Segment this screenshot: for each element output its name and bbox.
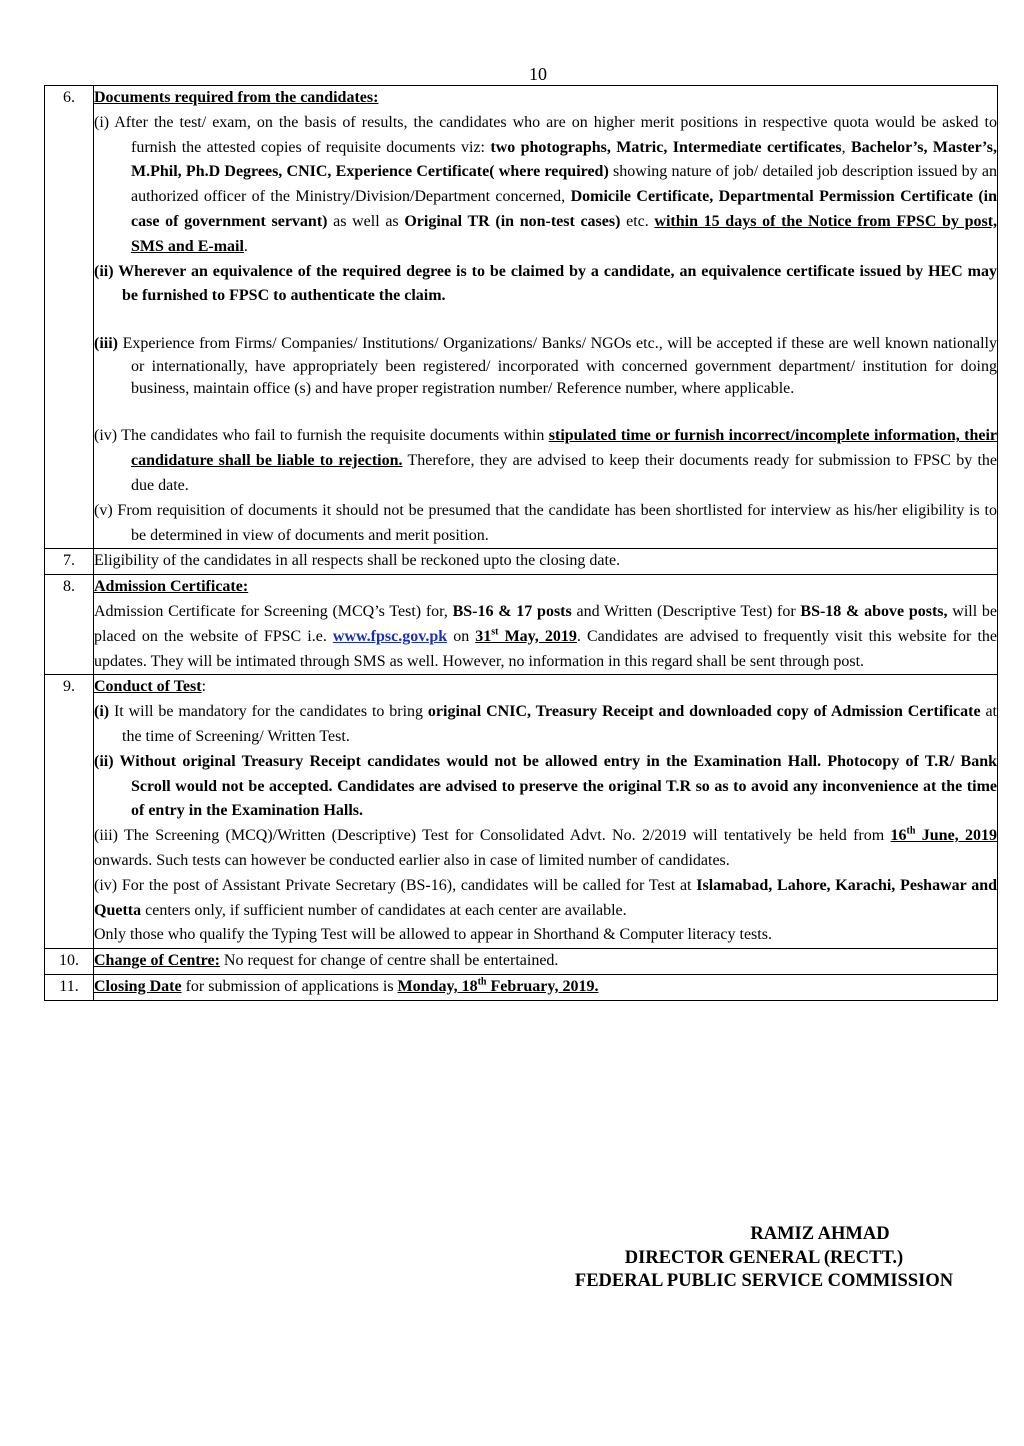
- row-body: [94, 675, 998, 949]
- signature-block: [540, 1223, 988, 1294]
- list-item: (iii) Experience from Firms/ Companies/ Institutions/ Organizations/ Banks/ NGOs etc., will be accepted if these are well known nationally or internationally, have appropriately been registered/ incorporated with concerned government department/ institution for doing business, maintain office (s) and have proper registration number/ Reference number, where applicable.: [94, 335, 997, 397]
- signatory-title: DIRECTOR GENERAL (RECTT.): [624, 1247, 904, 1268]
- row-number: 6.: [45, 86, 94, 549]
- row-body: Eligibility of the candidates in all respects shall be reckoned upto the closing date.: [94, 549, 998, 575]
- row-body: Change of Centre: No request for change of centre shall be entertained.: [94, 949, 998, 975]
- list-item: (iii) The Screening (MCQ)/Written (Descriptive) Test for Consolidated Advt. No. 2/2019 will tentatively be held from 16th June, 2019 onwards. Such tests can however be conducted earlier also in case of limited number of candidates.: [94, 825, 997, 869]
- row-body: Closing Date for submission of applications is Monday, 18th February, 2019.: [94, 974, 998, 1000]
- list-item: (v) From requisition of documents it should not be presumed that the candidate has been shortlisted for interview as his/her eligibility is to be determined in view of documents and merit position.: [94, 501, 997, 544]
- page-number: 10: [529, 64, 547, 84]
- table-row: [45, 974, 998, 1000]
- table-row: [45, 549, 998, 575]
- closing-date: Monday, 18th February, 2019.: [397, 976, 599, 995]
- list-item: (iv) The candidates who fail to furnish the requisite documents within stipulated time or furnish incorrect/incomplete information, their candidature shall be liable to rejection. Therefore, they are advised to keep their documents ready for submission to FPSC by the due date.: [94, 427, 998, 494]
- list-item: (ii) Wherever an equivalence of the required degree is to be claimed by a candidate, an equivalence certificate issued by HEC may be furnished to FPSC to authenticate the claim.: [94, 262, 997, 305]
- signatory-name: RAMIZ AHMAD: [750, 1224, 890, 1244]
- table-row: [45, 949, 998, 975]
- row-number: 11.: [45, 974, 94, 1000]
- signatory-organization: FEDERAL PUBLIC SERVICE COMMISSION: [574, 1271, 954, 1291]
- section-heading: Closing Date: [94, 977, 182, 995]
- table-row: [45, 575, 998, 675]
- section-heading: Documents required from the candidates:: [94, 89, 379, 106]
- section-heading: Admission Certificate:: [94, 578, 249, 596]
- instructions-table: [44, 85, 998, 1001]
- row-number: 9.: [45, 675, 94, 949]
- row-body: [94, 575, 998, 675]
- list-item: (i) It will be mandatory for the candidates to bring original CNIC, Treasury Receipt and downloaded copy of Admission Certificate at the time of Screening/ Written Test.: [94, 703, 998, 745]
- table-row: [45, 86, 998, 549]
- section-heading: Change of Centre:: [94, 952, 220, 970]
- list-item: (iv) For the post of Assistant Private Secretary (BS-16), candidates will be called for Test at Islamabad, Lahore, Karachi, Peshawar and Quetta centers only, if sufficient number of candidates at each center are available.: [94, 876, 997, 919]
- section-heading: Conduct of Test:: [94, 678, 207, 696]
- table-row: [45, 675, 998, 949]
- paragraph: Only those who qualify the Typing Test will be allowed to appear in Shorthand & Computer literacy tests.: [94, 926, 772, 944]
- list-item: (ii) Without original Treasury Receipt candidates would not be allowed entry in the Examination Hall. Photocopy of T.R/ Bank Scroll would not be accepted. Candidates are advised to preserve the original T.R so as to avoid any inconvenience at the time of entry in the Examination Halls.: [94, 752, 997, 820]
- row-number: 10.: [45, 949, 94, 975]
- list-item: (i) After the test/ exam, on the basis of results, the candidates who are on higher merit positions in respective quota would be asked to furnish the attested copies of requisite documents viz: two photographs, Matric, Intermediate certificates, Bachelor’s, Master’s, M.Phil, Ph.D Degrees, CNIC, Experience Certificate( where required) showing nature of job/ detailed job description issued by an authorized officer of the Ministry/Division/Department concerned, Domicile Certificate, Departmental Permission Certificate (in case of government servant) as well as Original TR (in non-test cases) etc. within 15 days of the Notice from FPSC by post, SMS and E-mail.: [94, 113, 998, 255]
- row-number: 7.: [45, 549, 94, 575]
- row-number: 8.: [45, 575, 94, 675]
- row-body: [94, 86, 998, 549]
- fpsc-website-link[interactable]: www.fpsc.gov.pk: [332, 627, 448, 645]
- paragraph: Admission Certificate for Screening (MCQ’s Test) for, BS-16 & 17 posts and Written (Descriptive Test) for BS-18 & above posts, will be placed on the website of FPSC i.e. www.fpsc.gov.pk on 31st May, 2019. Candidates are advised to frequently visit this website for the updates. They will be intimated through SMS as well. However, no information in this regard shall be sent through post.: [94, 602, 998, 670]
